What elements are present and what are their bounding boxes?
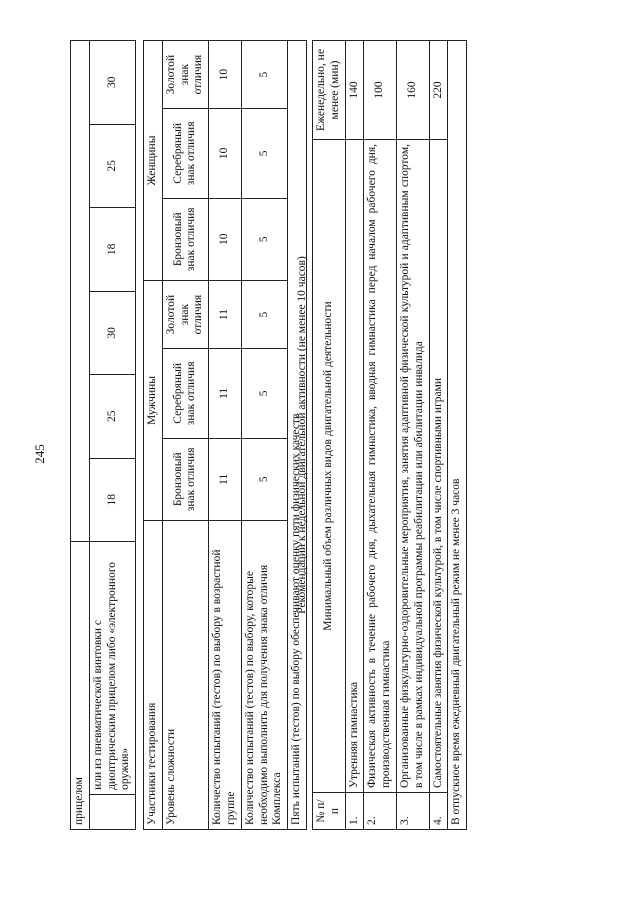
badge-cell: Бронзовый знак отличия [162,438,208,520]
top-table [70,40,136,830]
row-value: 160 [396,41,429,140]
value-cell: 5 [241,41,287,109]
age-cell: 18 [89,208,135,291]
value-cell: 11 [209,349,242,438]
header-participants: Участники тестирования [144,521,163,830]
row-value: 140 [345,41,364,140]
row-no: 4. [429,793,448,830]
header-no: № п/п [313,793,346,830]
row-text: Утренняя гимнастика [345,140,364,793]
levels-footer-note: Пять испытаний (тестов) по выбору обеспечивают оценку пяти физических качеств [288,41,307,830]
age-cell: 25 [89,124,135,207]
row-value: 220 [429,41,448,140]
row-no: 3. [396,793,429,830]
activity-title: Рекомендации к недельной двигательной активности (не менее 10 часов) [296,256,308,614]
value-cell: 10 [209,198,242,280]
age-cell: 18 [89,458,135,541]
row-value: 100 [364,41,397,140]
row-tests-count-label: Количество испытаний (тестов) по выбору в возрастной группе [209,521,242,830]
value-cell: 11 [209,281,242,349]
header-activity: Минимальный объем различных видов двигательной деятельности [313,140,346,793]
top-table-row1-label: прицелом [71,542,90,830]
page-number: 245 [32,444,47,464]
row-text: Организованные физкультурно-оздоровительные мероприятия, занятия адаптивной физической культурой и адаптивным спортом, в том числе в рамках индивидуальной программы реабилитации или абилитации инвалида [396,140,429,793]
age-cell: 25 [89,375,135,458]
top-table-row2-label: или из пневматической винтовки с диоптрическим прицелом либо «электронного оружия» [89,542,135,795]
value-cell: 5 [241,109,287,198]
table-row [345,41,364,830]
badge-cell: Серебряный знак отличия [162,349,208,438]
age-cell: 30 [89,291,135,374]
row-tests-required-label: Количество испытаний (тестов) по выбору, которые необходимо выполнить для получения знака отличия Комплекса [241,521,287,830]
badge-cell: Золотой знак отличия [162,281,208,349]
age-cell: 30 [89,41,135,125]
header-men: Мужчины [144,281,163,521]
value-cell: 11 [209,438,242,520]
row-no: 1. [345,793,364,830]
activity-footer-note: В отпускное время ежедневный двигательный режим не менее 3 часов [448,41,467,830]
value-cell: 5 [241,349,287,438]
value-cell: 5 [241,281,287,349]
row-no: 2. [364,793,397,830]
value-cell: 10 [209,109,242,198]
header-women: Женщины [144,41,163,281]
table-row [429,41,448,830]
value-cell: 5 [241,198,287,280]
row-level-label: Уровень сложности [162,521,208,830]
levels-table [143,40,307,830]
badge-cell: Серебряный знак отличия [162,109,208,198]
row-text: Физическая активность в течение рабочего дня, дыхательная гимнастика, вводная гимнастика перед началом рабочего дня, производственная гимнастика [364,140,397,793]
value-cell: 5 [241,438,287,520]
activity-table [312,40,467,830]
table-row [396,41,429,830]
badge-cell: Золотой знак отличия [162,41,208,109]
header-weekly: Еженедельно, не менее (мин) [313,41,346,140]
value-cell: 10 [209,41,242,109]
badge-cell: Бронзовый знак отличия [162,198,208,280]
row-text: Самостоятельные занятия физической культурой, в том числе спортивными играми [429,140,448,793]
table-row [364,41,397,830]
